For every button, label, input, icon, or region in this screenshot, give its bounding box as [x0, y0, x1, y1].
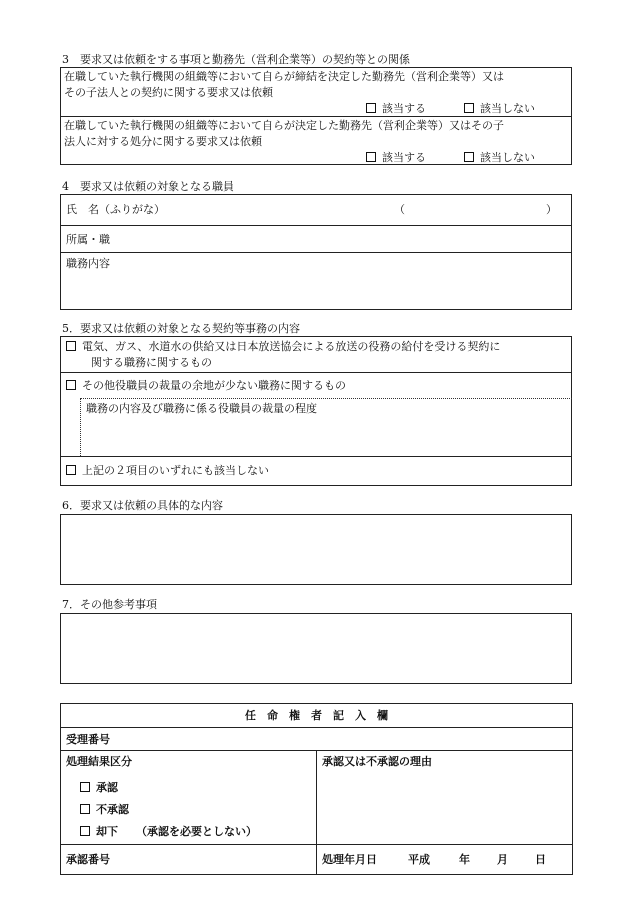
- opt-approve[interactable]: [80, 780, 118, 795]
- s5-item2-sub: 職務の内容及び職務に係る役職員の裁量の程度: [86, 402, 317, 415]
- s5-item2-label: その他役職員の裁量の余地が少ない職務に関するもの: [82, 379, 346, 392]
- s3-row1-opt-yes-label: 該当する: [382, 102, 426, 115]
- s3-row1-opt-yes[interactable]: [366, 101, 426, 116]
- section7-textarea[interactable]: [60, 613, 572, 684]
- section5-sub-divider: [80, 398, 572, 399]
- furigana-paren-close: ）: [546, 203, 557, 216]
- section7-heading: 7．その他参考事項: [62, 598, 157, 611]
- month-label: 月: [497, 853, 508, 866]
- section5-sub-vline: [80, 398, 81, 456]
- checkbox-icon[interactable]: [464, 152, 474, 162]
- checkbox-icon[interactable]: [366, 103, 376, 113]
- s5-item3[interactable]: [66, 463, 269, 478]
- s5-item1-line1: 電気、ガス、水道水の供給又は日本放送協会による放送の役務の給付を受ける契約に: [82, 340, 501, 353]
- checkbox-icon[interactable]: [366, 152, 376, 162]
- s3-row2-line2: 法人に対する処分に関する要求又は依頼: [64, 135, 262, 148]
- s3-row1-line2: その子法人との契約に関する要求又は依頼: [64, 86, 273, 99]
- era-label: 平成: [408, 853, 430, 866]
- section3-divider: [60, 116, 572, 117]
- s5-item1-line2: 関する職務に関するもの: [91, 356, 212, 369]
- furigana-paren-open: （: [394, 203, 405, 216]
- checkbox-icon[interactable]: [66, 341, 76, 351]
- section5-divider-1: [60, 372, 572, 373]
- name-label: 氏 名（ふりがな）: [66, 203, 165, 216]
- section4-heading: 4 要求又は依頼の対象となる職員: [62, 180, 234, 193]
- result-label: 処理結果区分: [66, 755, 132, 768]
- section3-heading: 3 要求又は依頼をする事項と勤務先（営利企業等）の契約等との関係: [62, 53, 410, 66]
- checkbox-icon[interactable]: [464, 103, 474, 113]
- year-label: 年: [459, 853, 470, 866]
- s3-row2-opt-no[interactable]: [464, 150, 535, 165]
- checkbox-icon[interactable]: [66, 380, 76, 390]
- receipt-no-label: 受理番号: [66, 733, 110, 746]
- duties-label: 職務内容: [66, 257, 110, 270]
- section4-divider-1: [60, 225, 572, 226]
- opt-dismiss[interactable]: [80, 824, 257, 839]
- opt-approve-label: 承認: [96, 781, 118, 794]
- s3-row1-opt-no[interactable]: [464, 101, 535, 116]
- opt-dismiss-note: （承認を必要としない）: [136, 825, 257, 838]
- authority-title: 任 命 権 者 記 入 欄: [245, 709, 388, 722]
- checkbox-icon[interactable]: [80, 804, 90, 814]
- s5-item1[interactable]: [66, 339, 500, 354]
- authority-vline: [316, 750, 317, 875]
- processed-date-label: 処理年月日: [322, 853, 377, 866]
- section6-heading: 6．要求又は依頼の具体的な内容: [62, 499, 223, 512]
- section4-divider-2: [60, 252, 572, 253]
- s3-row1-opt-no-label: 該当しない: [480, 102, 535, 115]
- s5-item2[interactable]: [66, 378, 346, 393]
- checkbox-icon[interactable]: [80, 782, 90, 792]
- s3-row2-opt-yes[interactable]: [366, 150, 426, 165]
- authority-divider-title: [60, 727, 573, 728]
- section6-textarea[interactable]: [60, 514, 572, 585]
- checkbox-icon[interactable]: [66, 465, 76, 475]
- s3-row2-line1: 在職していた執行機関の組織等において自らが決定した勤務先（営利企業等）又はその子: [64, 119, 504, 132]
- reason-label: 承認又は不承認の理由: [322, 755, 432, 768]
- approval-no-label: 承認番号: [66, 853, 110, 866]
- s5-item3-label: 上記の２項目のいずれにも該当しない: [82, 464, 269, 477]
- s3-row1-line1: 在職していた執行機関の組織等において自らが締結を決定した勤務先（営利企業等）又は: [64, 70, 504, 83]
- s3-row2-opt-yes-label: 該当する: [382, 151, 426, 164]
- opt-dismiss-label: 却下: [96, 825, 118, 838]
- checkbox-icon[interactable]: [80, 826, 90, 836]
- day-label: 日: [535, 853, 546, 866]
- section5-divider-2: [60, 456, 572, 457]
- opt-reject[interactable]: [80, 802, 129, 817]
- affiliation-label: 所属・職: [66, 233, 110, 246]
- section5-heading: 5．要求又は依頼の対象となる契約等事務の内容: [62, 322, 300, 335]
- opt-reject-label: 不承認: [96, 803, 129, 816]
- s3-row2-opt-no-label: 該当しない: [480, 151, 535, 164]
